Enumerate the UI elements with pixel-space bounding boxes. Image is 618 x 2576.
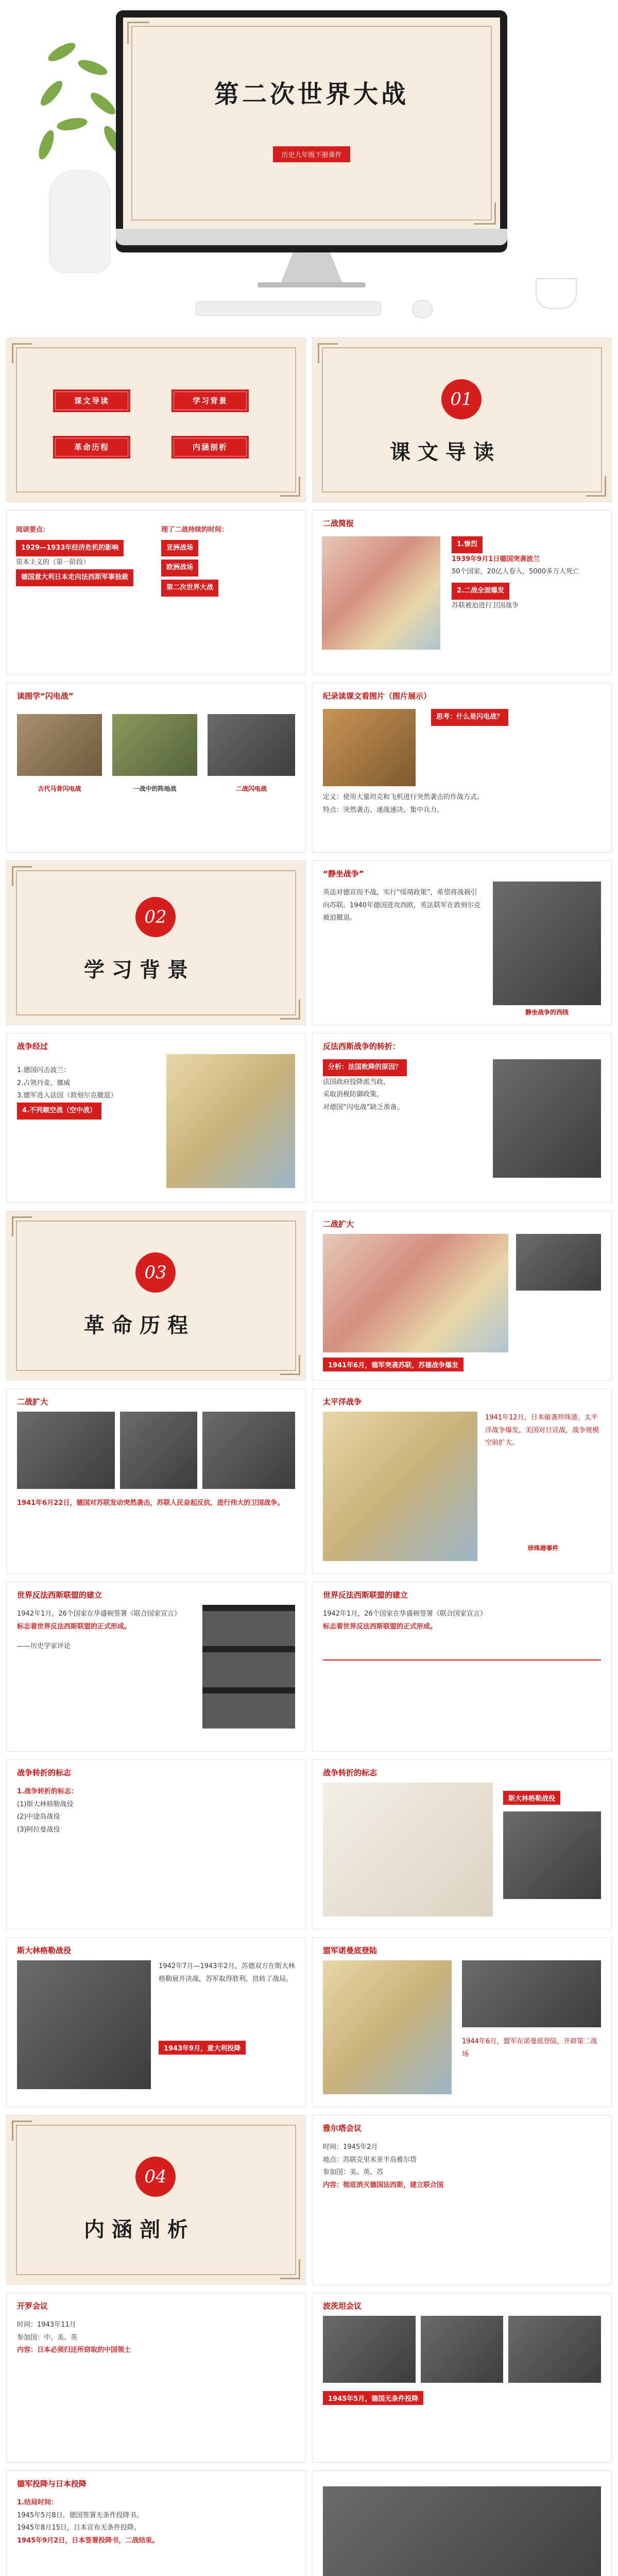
photo-soviet-army <box>17 1412 115 1489</box>
section-03-slide: 03 革命历程 <box>6 1211 306 1381</box>
eastern-front-slide: 二战扩大 1941年6月，德军突袭苏联，苏德战争爆发 <box>312 1211 612 1381</box>
surrender-photo-slide <box>312 2470 612 2576</box>
photo-landing <box>462 1960 601 2027</box>
menu-item-intro[interactable]: 课文导读 <box>53 389 130 412</box>
photo-tanks <box>323 709 416 786</box>
europe-map <box>322 536 440 650</box>
photo-signing <box>508 2316 601 2383</box>
photo-crowd <box>202 1412 295 1489</box>
photo-western-front <box>493 882 601 1005</box>
photo-surrender <box>323 2486 601 2576</box>
section-01-slide <box>312 337 612 502</box>
intro-slide: 阅读要点： 1929—1933年经济危机的影响 资本主义的（第一阶段） 德国意大利日本走向法西斯军事独裁 理了二战持续的时间： 亚洲战场 欧洲战场 第二次世界大战 <box>6 510 306 675</box>
course-slide: 战争经过 1.德国闪击波兰： 2.占领丹麦、挪威 3.德军进入法国（敦刻尔克撤退） 4.不列颠空战（空中战） <box>6 1033 306 1203</box>
section-number: 01 <box>441 379 482 419</box>
declaration-slide: 世界反法西斯联盟的建立 1942年1月，26个国家在华盛顿签署《联合国家宣言》 标志着世界反法西斯联盟的正式形成。 <box>312 1582 612 1752</box>
cover-slide <box>123 18 500 229</box>
stalingrad-map <box>323 1783 493 1917</box>
menu-slide <box>6 337 306 502</box>
vase-decoration <box>49 170 111 273</box>
photo-paris <box>493 1059 601 1178</box>
photo-italy <box>17 1960 151 2089</box>
blitz-definition-slide: 纪录读课文看图片（图片展示） 思考：什么是闪电战？ 定义：使用大量坦克和飞机进行突然袭击的作战方式。 特点：突然袭击、速战速决、集中兵力。 <box>312 683 612 853</box>
section-04-slide: 04 内涵剖析 <box>6 2115 306 2285</box>
stalingrad-slide: 斯大林格勒战役 1942年7月—1943年2月，苏德双方在斯大林格勒展开决战，苏军取得胜利，扭转了战局。 1943年9月，意大利投降 <box>6 1937 306 2107</box>
cairo-slide: 开罗会议 时间：1943年11月 参加国：中、美、英 内容：日本必须归还所窃取的中国领土 <box>6 2293 306 2463</box>
menu-item-history[interactable]: 革命历程 <box>53 436 130 459</box>
photo-tank <box>516 1234 601 1291</box>
hero <box>0 0 618 330</box>
photo-trench <box>112 714 197 776</box>
turning-slide: 战争转折的标志 1.战争转折的标志： (1)斯大林格勒战役 (2)中途岛战役 (3)阿拉曼战役 <box>6 1759 306 1929</box>
section-title: 课文导读 <box>390 440 501 464</box>
stalingrad-map-slide: 战争转折的标志 斯大林格勒战役 <box>312 1759 612 1929</box>
blitz-slide: 读图学“闪电战” 古代马背闪电战 一战中的阵地战 二战闪电战 <box>6 683 306 853</box>
union-slide: 世界反法西斯联盟的建立 1942年1月，26个国家在华盛顿签署《联合国家宣言》 标志着世界反法西斯联盟的正式形成。 ——历史学家评论 <box>6 1582 306 1752</box>
cover-title: 第二次世界大战 <box>214 80 409 109</box>
keyboard <box>196 301 381 316</box>
normandy-map <box>323 1960 452 2094</box>
photo-leaders <box>323 2316 416 2383</box>
photo-stalingrad <box>503 1811 601 1899</box>
eastern-front-map <box>323 1234 508 1352</box>
menu-item-background[interactable]: 学习背景 <box>171 389 249 412</box>
france-slide: 反法西斯战争的转折： 分析：法国败降的原因？ 法国政府投降派当政， 采取消极防御政策， 对德国“闪电战”缺乏准备。 <box>312 1033 612 1203</box>
photo-filmstrip <box>202 1605 295 1728</box>
expansion-slide: 二战扩大 1941年6月22日，德国对苏联发动突然袭击，苏联人民奋起反抗，进行伟大的卫国战争。 <box>6 1388 306 1574</box>
yalta-slide: 雅尔塔会议 时间：1945年2月 地点：苏联克里米亚半岛雅尔塔 参加国：美、英、苏 内容：彻底消灭德国法西斯，建立联合国 <box>312 2115 612 2285</box>
potsdam-slide: 波茨坦会议 1945年5月，德国无条件投降 <box>312 2293 612 2463</box>
cup-decoration <box>536 278 577 309</box>
campaign-map <box>166 1054 295 1188</box>
section-02-slide: 02 学习背景 <box>6 860 306 1025</box>
pacific-slide: 太平洋战争 1941年12月，日本偷袭珍珠港，太平洋战争爆发，美国对日宣战，战争规模空前扩大。 珍珠港事件 <box>312 1388 612 1574</box>
photo-battle <box>120 1412 197 1489</box>
cover-badge: 历史九年级下册课件 <box>273 146 350 162</box>
photo-blitz <box>208 714 295 776</box>
photo-conference <box>421 2316 503 2383</box>
briefing-slide: 二战简报 1.惨烈 1939年9月1日德国突袭波兰 50个国家，20亿人卷入，5000多万人死亡 2.二战全面爆发 苏联被迫进行卫国战争 <box>312 510 612 675</box>
monitor <box>116 10 507 252</box>
monitor-stand <box>281 252 342 283</box>
normandy-slide: 盟军诺曼底登陆 1944年6月，盟军在诺曼底登陆，开辟第二战场 <box>312 1937 612 2107</box>
pacific-map <box>323 1412 477 1561</box>
surrender-slide: 德军投降与日本投降 1.结局时间： 1945年5月8日，德国签署无条件投降书。 1945年8月15日，日本宣布无条件投降。 1945年9月2日，日本签署投降书，二战结束。 <box>6 2470 306 2576</box>
photo-horseback <box>17 714 102 776</box>
phony-war-slide: “静坐战争” 英法对德宣而不战，实行“绥靖政策”，希望将战祸引向苏联。1940年德国进攻西欧，英法联军在敦刻尔克被迫撤退。 静坐战争的西线 <box>312 860 612 1025</box>
mouse <box>412 300 433 318</box>
menu-item-analysis[interactable]: 内涵剖析 <box>171 436 249 459</box>
